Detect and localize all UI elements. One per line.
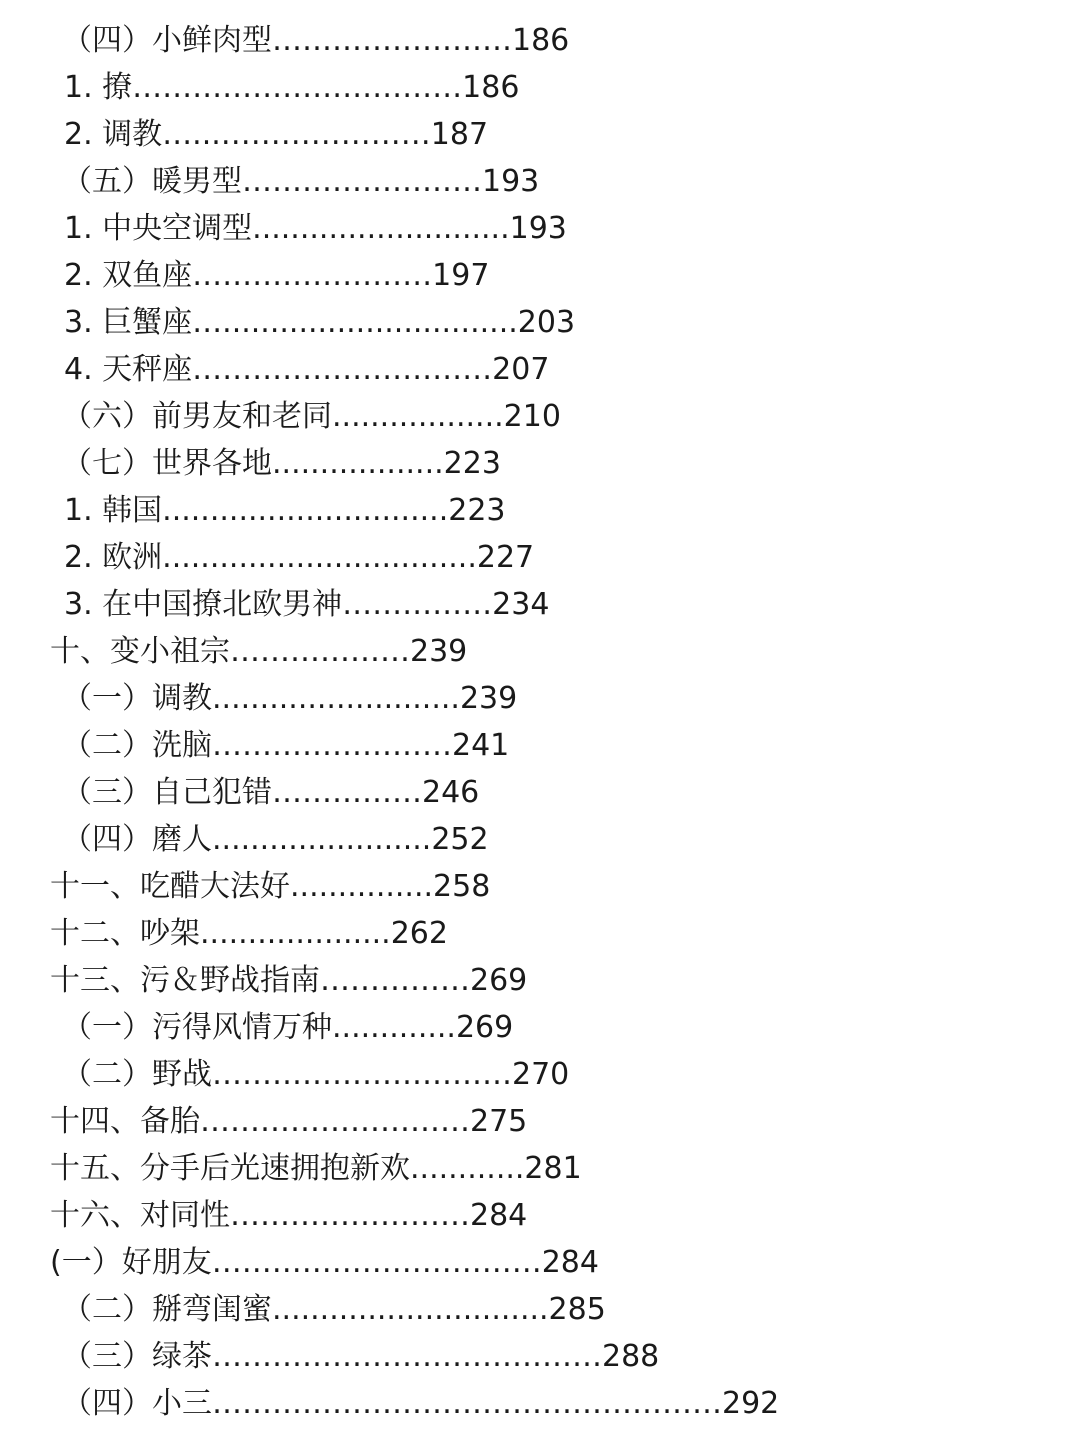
toc-entry: 十六、对同性……………………284 <box>50 1198 528 1233</box>
toc-entry: （四）小鲜肉型……………………186 <box>62 23 570 58</box>
table-of-contents <box>0 17 1080 1427</box>
toc-entry: 2. 调教…...…………………187 <box>64 117 489 152</box>
toc-entry: 十、变小祖宗………………239 <box>50 634 468 669</box>
toc-entry: （四）磨人.......................252 <box>62 822 489 857</box>
toc-entry: (一）好朋友……………………………284 <box>50 1245 599 1280</box>
toc-entry: （三）自己犯错……………246 <box>62 775 480 810</box>
toc-entry: 2. 欧洲.................................227 <box>64 540 535 575</box>
toc-entry: （三）绿茶…………………………………288 <box>62 1339 660 1374</box>
toc-entry: （一）污得风情万种.............269 <box>62 1010 514 1045</box>
toc-entry: 十二、吵架....................262 <box>50 916 448 951</box>
toc-entry: （四）小三……………………………………………292 <box>62 1386 780 1421</box>
toc-entry: （七）世界各地..................223 <box>62 446 501 481</box>
toc-entry: 2. 双鱼座……………………197 <box>64 258 490 293</box>
toc-entry: （六）前男友和老同..................210 <box>62 399 561 434</box>
toc-entry: （二）掰弯闺蜜.............................285 <box>62 1292 606 1327</box>
toc-entry: （二）洗脑……………………241 <box>62 728 510 763</box>
toc-entry: 1. 中央空调型...........................193 <box>64 211 567 246</box>
toc-entry: 十五、分手后光速拥抱新欢............281 <box>50 1151 582 1186</box>
toc-entry: （五）暖男型……………………193 <box>62 164 540 199</box>
toc-entry: 十三、污＆野战指南……………269 <box>50 963 528 998</box>
toc-entry: 1. 撩……………………………186 <box>64 70 520 105</box>
toc-entry: 十四、备胎………………………275 <box>50 1104 528 1139</box>
toc-entry: 4. 天秤座…………………………207 <box>64 352 550 387</box>
toc-entry: 3. 在中国撩北欧男神……………234 <box>64 587 550 622</box>
toc-entry: 十一、吃醋大法好...............258 <box>50 869 491 904</box>
toc-entry: 3. 巨蟹座…...............................203 <box>64 305 576 340</box>
toc-entry: （二）野战…………………………270 <box>62 1057 570 1092</box>
toc-entry: 1. 韩国..............................223 <box>64 493 506 528</box>
toc-entry: （一）调教..........................239 <box>62 681 518 716</box>
